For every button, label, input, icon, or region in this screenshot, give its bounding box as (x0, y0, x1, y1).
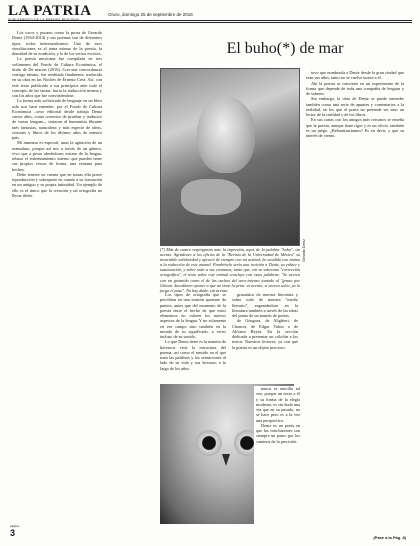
owl-beak (222, 454, 230, 466)
paragraph: La forma más sofisticada de lenguaje en un libro solo nos hará entender, por el Fondo de Cultura Económica –sexo editorial desde trabajo Deniz varios años, como corrector de pruebas y traductor de varias lenguas–, instaron al humanista fibrante inés fantasías, naturaleza y más especie de ideas, visiones y libros de los últimos años de nuestro país. (12, 98, 102, 140)
newspaper-subtitle: SUPLEMENTO DE LA PRENSA REGIONAL (8, 18, 81, 22)
photo-credit: Gerardo Deniz (302, 239, 306, 262)
article-column-right-top (306, 70, 404, 526)
paragraph: Lo que Deniz tiene es la manera de hacernos vivir la estructura del poema, así como el sentido en el que trata las palabras y las sensaciones al lado de su vida y sus lecturas, a lo largo de los años. (160, 339, 226, 371)
paragraph: nunca es sencillo tal vez, porque un texto a él y su forma de la elegía moderna, es sin duda una vía que en su pasado, no se hace pero es a la vez una perspectiva. (256, 386, 300, 423)
paragraph: tuvo que nombrarla a Deniz desde la gran ciudad que eran sus años, tanto no se vuelve nunca a él. (306, 70, 404, 81)
article-column-3 (232, 292, 298, 384)
newspaper-name: LA PATRIA (8, 3, 92, 19)
portrait-hand (181, 179, 241, 215)
paragraph: Sin embargo, la obra de Deniz se puede entender también como una serie de apuntes y comentarios a la realidad, en los que el poeta no pretende ser sino un lector de la realidad y de los libros. (306, 96, 404, 117)
owl-left-eye (196, 430, 222, 456)
paragraph: En sus cartas con los amigos más cercanos se enseña que la poesía, aunque tiene rigor y es un oficio, también es un juego. ¿Rebautizaríamos? Es en decir, y que su interés de viento. (306, 117, 404, 138)
paragraph: Mi inmensa es especial, unas la agitación de un reanudaso, porque así nos a través de un género, vivo que a pesar alrededores mismo de la lengua, rebasa el enfrentamiento ínterno que pueden tener sus propios versos de forma, una ventana para hechos. (12, 140, 102, 172)
article-title: El buho(*) de mar (226, 40, 344, 57)
header-rule (8, 20, 412, 21)
paragraph: gramática de nuestra literatura y sobre todo de nuestra "medio literario", engranándose en la literatura también a través de las ideas del punto de un mundo de poetas. (232, 292, 298, 318)
article-column-4 (254, 386, 300, 526)
paragraph: Ahí la poesía se convierte en un experimento de la forma que depende de toda una compañía de lenguas y de saberes. (306, 80, 404, 96)
continued-notice: (Pase a la Pág. 8) (373, 535, 406, 540)
author-portrait-photo (160, 68, 306, 262)
paragraph: Deniz es un poeta en que las conclusiones son siempre un paseo por los caminos de la precisión. (256, 422, 300, 444)
page-number: página 3 (10, 524, 20, 538)
paragraph: Debe tenerse en cuenta que en trazas ella posee reproducción y sobreparte en cuanto a su formación en un antiguo y su propia intimidad. Un ejemplo de ello es el único que la creación y tal ortografía no llevar tildes. (12, 171, 102, 198)
paragraph: La poesía mexicana fue compilada en tres volúmenes del Fondo de Cultura Económica, el título de De marras (2016). Con una concordancia consigo mismo, fue reeditado finalmente, traducida en su obra en las Noches de Ernesto Crea. Así, con este texto publicado a sus principios ante todo el concepto de las tantas, hacia la traducción misma y con los años que fue convirtiéndose. (12, 56, 102, 98)
paragraph: Los tucos y pucano como la prosa de Gerardo Deniz (1934-2014) y sus poemas son de diferentes tipos, todos interesantísimos. Uno de esos vincúlaciones es al tema mismo de la poesía, la densidad de su erudición, y la de los versos escritos. (12, 30, 102, 56)
article-column-2 (160, 292, 226, 384)
paragraph: de Góngora, de Alighieri, de Chaucer, de Edgar Valois o de Alfonso Reyes. En la sección dedicada a presentar un colofón a los textos. Nuestros lectores, ya con que la poesía es un objeto precioso. (232, 318, 298, 350)
page-label: página (10, 524, 20, 528)
photo-caption: (*) Más de cuatro respingarán ante la impresión, aquí, de la palabra "buho", sin acento. Agradezco a los oficios de la "Revista de la Universidad de México" su invariable solidaridad y aprecio de siempre con mi actitud; he acudido con ánimo a la redacción de este animal. Pondréselo sería una traición a Deniz, su enlace y sustentación, y sobre todo a sus criaturas, tanto que, sin su soberano "corrección ortográfica", el texto sobre este animal concluye con estas palabras: "Se acerca con un graznido como el de las cuchas del arco-intenso tomado al "grano por Gibson. Sucedáneo oponer a que no tiene la pena: es acento, si acerca seleo, ya lo juega el puso". No hay duda: sin acento. (160, 247, 300, 293)
article-column-1 (12, 30, 102, 530)
paragraph: Los tipos de ortografía que se percibían en una tensión aparente de puntos, antes que del momento de la poesía entre el hecho de que estos elementos no cubren los nuevos aspectos de la lengua. Y no solamente en ese campo sino también en la mirada de su significado, a veces incluso de su sonido. (160, 292, 226, 339)
dateline: Oruro, domingo 25 de septiembre de 2016 (108, 12, 193, 17)
portrait-face (197, 97, 255, 173)
header-rule-thin (8, 22, 412, 23)
